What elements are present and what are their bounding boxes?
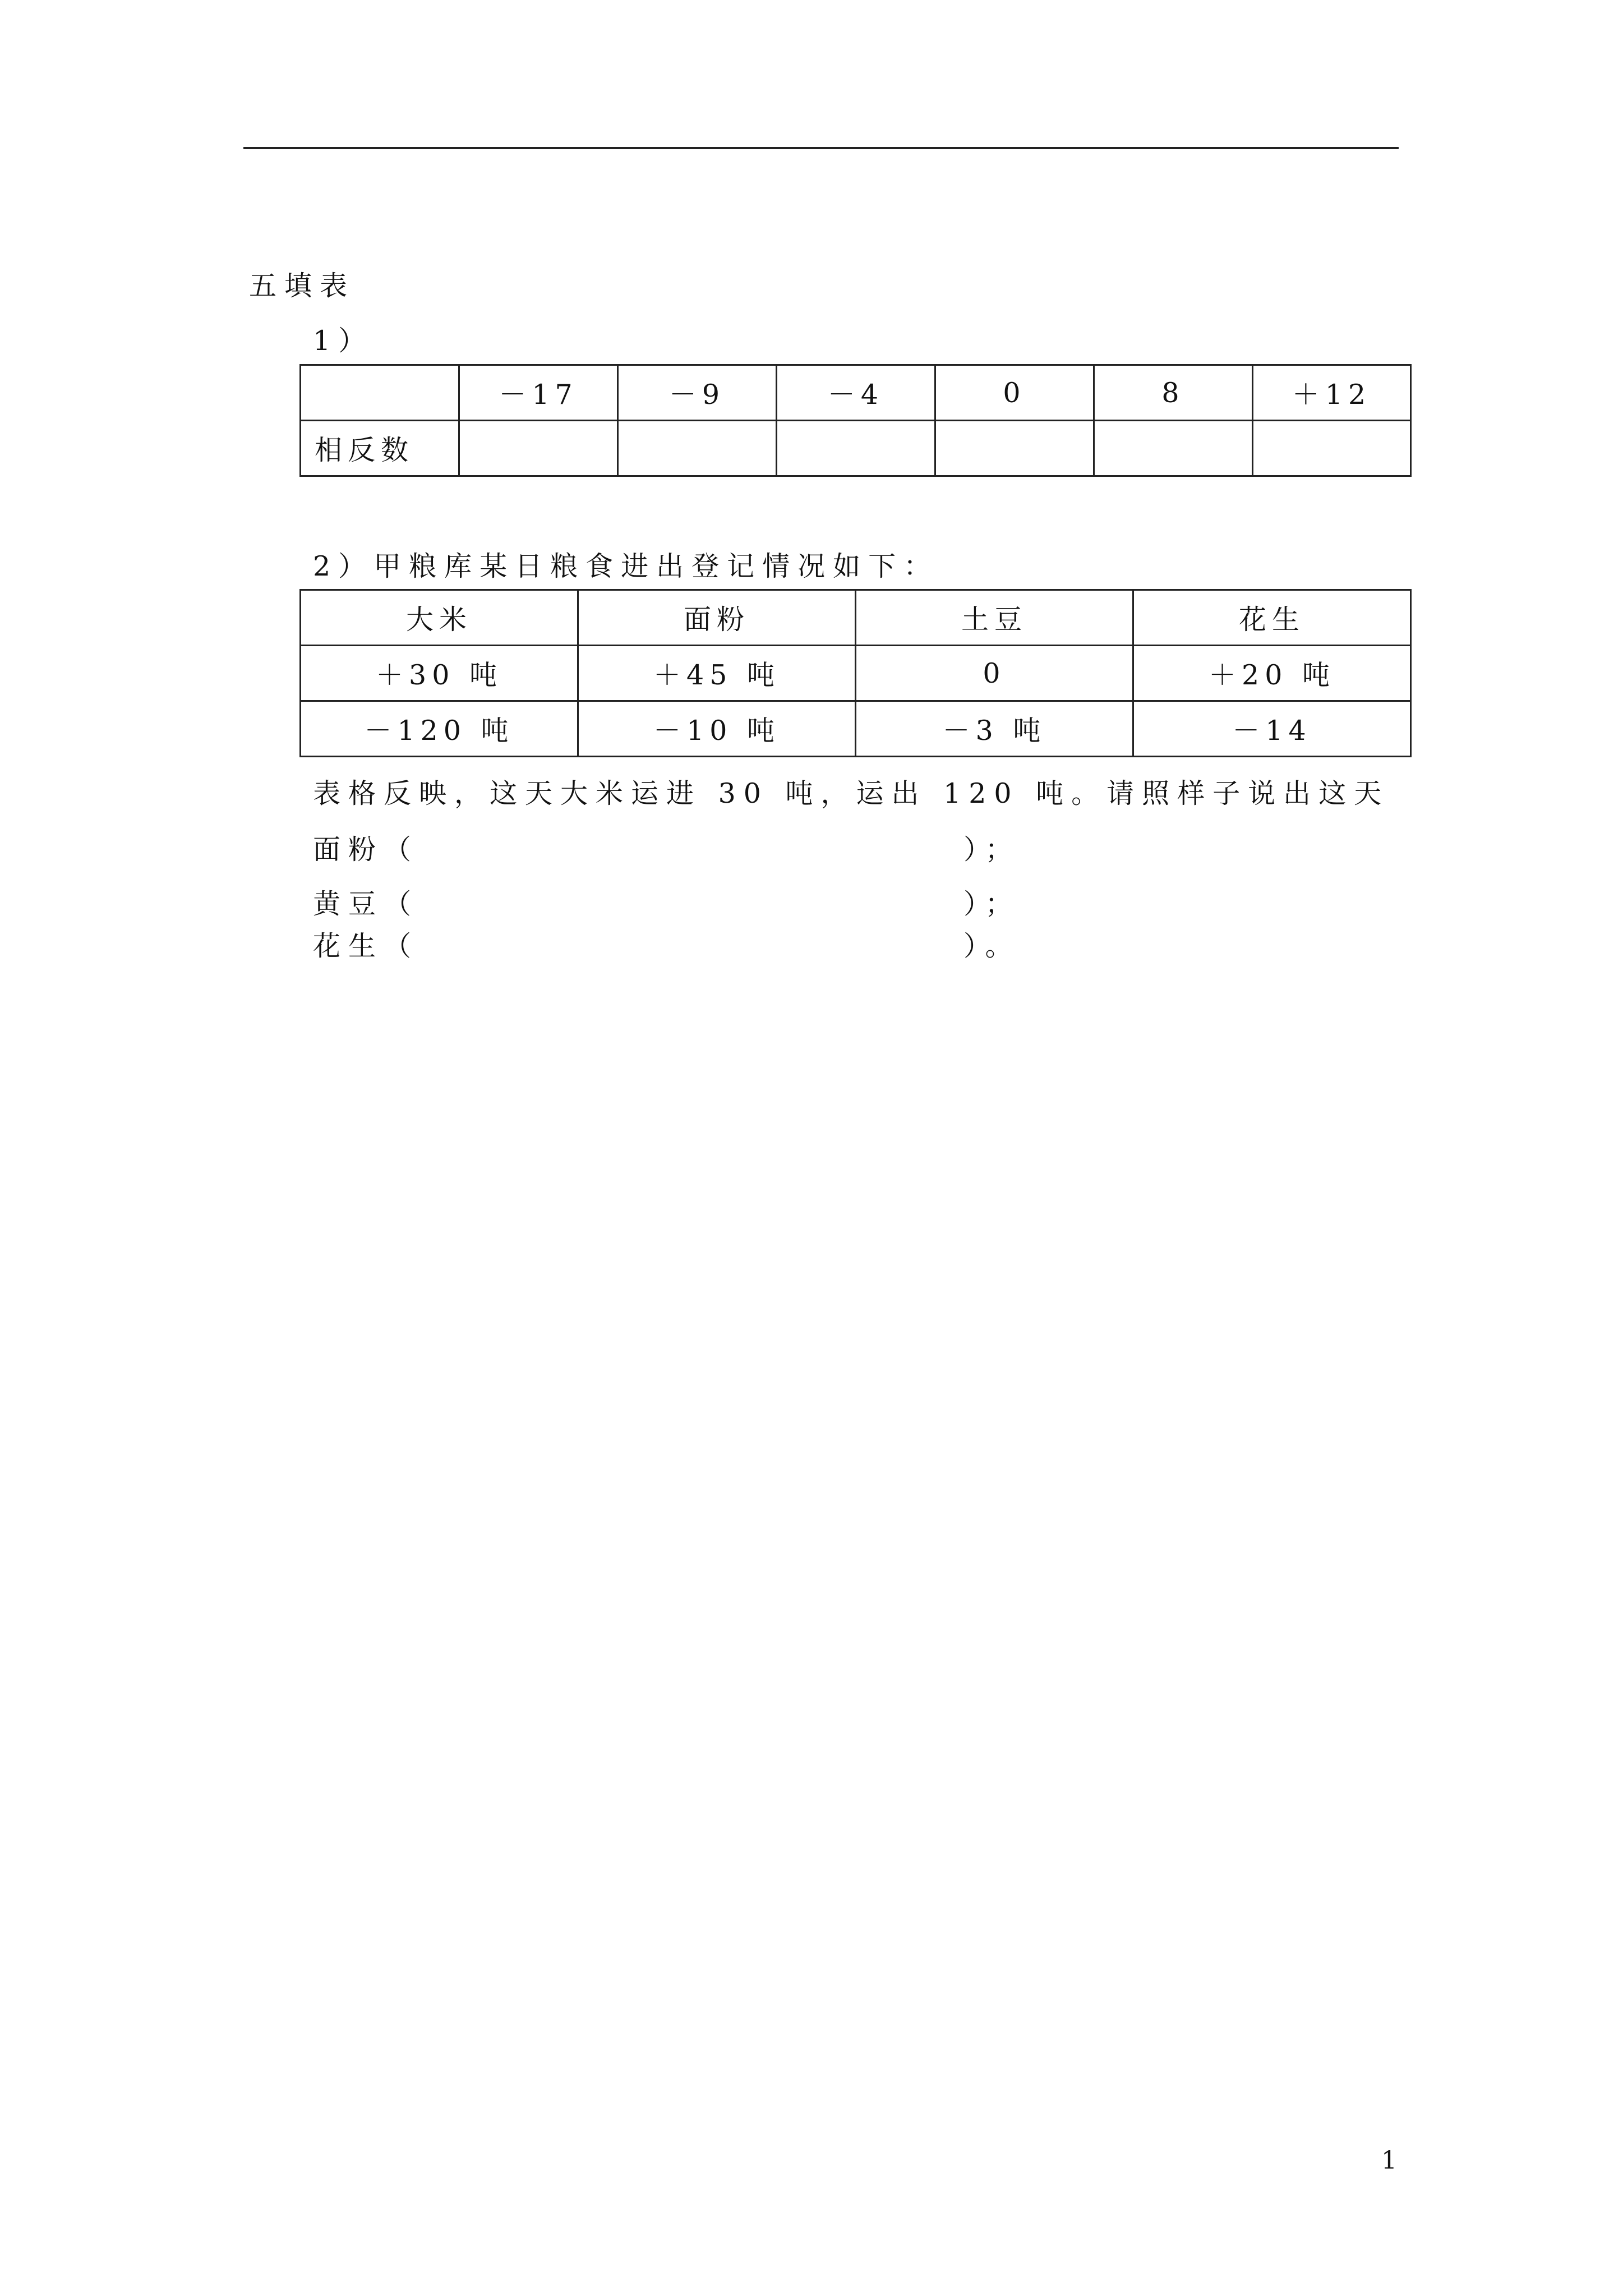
table-cell: 8 <box>1094 365 1253 421</box>
table-cell: －3 吨 <box>856 701 1133 757</box>
answer-cell[interactable] <box>935 421 1094 476</box>
fill-line-label: 花生（ <box>313 930 419 962</box>
table-row <box>301 646 1411 701</box>
table-row <box>301 365 1411 421</box>
fill-line-end: ）； <box>963 888 1021 920</box>
answer-cell[interactable] <box>459 421 618 476</box>
question-2-label: 2）甲粮库某日粮食进出登记情况如下： <box>313 550 939 582</box>
answer-cell[interactable] <box>1094 421 1253 476</box>
answer-cell[interactable] <box>777 421 935 476</box>
column-header: 大米 <box>301 590 578 646</box>
table-cell: －4 <box>777 365 935 421</box>
header-rule <box>243 147 1399 149</box>
column-header: 面粉 <box>578 590 856 646</box>
answer-cell[interactable] <box>1253 421 1411 476</box>
table-row <box>301 421 1411 476</box>
table-cell: －14 <box>1133 701 1411 757</box>
table-cell: －9 <box>618 365 777 421</box>
section-title: 五填表 <box>249 270 356 302</box>
column-header: 土豆 <box>856 590 1133 646</box>
table-cell: ＋45 吨 <box>578 646 856 701</box>
fill-line-label: 黄豆（ <box>313 888 419 920</box>
column-header: 花生 <box>1133 590 1411 646</box>
answer-cell[interactable] <box>618 421 777 476</box>
row-label-opposite: 相反数 <box>301 421 459 476</box>
table-cell: 0 <box>856 646 1133 701</box>
table-row <box>301 701 1411 757</box>
table-cell: －10 吨 <box>578 701 856 757</box>
table-cell: ＋20 吨 <box>1133 646 1411 701</box>
table-cell: －17 <box>459 365 618 421</box>
table-cell: ＋12 <box>1253 365 1411 421</box>
table-cell: ＋30 吨 <box>301 646 578 701</box>
fill-line-end: ）； <box>963 834 1021 866</box>
fill-line-label: 面粉（ <box>313 834 419 866</box>
table-cell: －120 吨 <box>301 701 578 757</box>
fill-line-end: ）。 <box>963 930 1021 962</box>
question-1-label: 1） <box>313 325 374 357</box>
table-header-row <box>301 590 1411 646</box>
table-cell <box>301 365 459 421</box>
page-number: 1 <box>1381 2146 1397 2175</box>
opposite-number-table <box>299 364 1412 477</box>
grain-record-table <box>299 589 1412 757</box>
explanation-text: 表格反映，这天大米运进 30 吨，运出 120 吨。请照样子说出这天 <box>313 777 1390 809</box>
table-cell: 0 <box>935 365 1094 421</box>
